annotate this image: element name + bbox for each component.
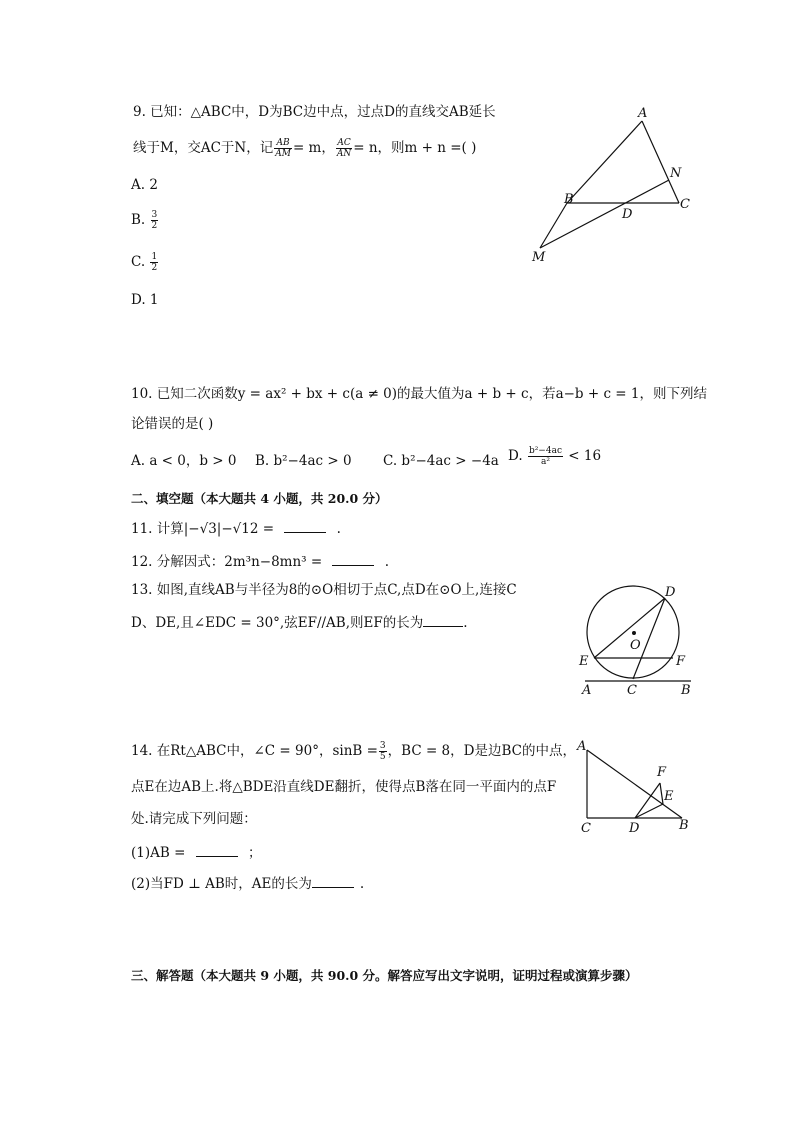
q13-answer-blank[interactable]	[423, 612, 463, 627]
q9-optb-num: 3	[151, 210, 158, 220]
q13-line1: 13. 如图,直线AB与半径为8的⊙O相切于点C,点D在⊙O上,连接C	[131, 582, 517, 598]
q13-line2	[131, 612, 468, 632]
q13-tail: .	[463, 615, 468, 631]
q11-text: 11. 计算|−√3|−√12 =	[131, 521, 275, 537]
q9-label-d: D	[622, 207, 633, 222]
q9-label-m: M	[532, 250, 546, 265]
q9-frac2-den: AN	[336, 149, 352, 159]
q14-frac-sinb	[379, 741, 387, 762]
q13-label-f: F	[676, 654, 686, 669]
q10-option-d-frac	[528, 446, 563, 467]
q9-line1: 9. 已知：△ABC中，D为BC边中点，过点D的直线交AB延长	[133, 104, 496, 120]
q10-option-d-tail: < 16	[568, 448, 602, 464]
section-2-heading: 二、填空题（本大题共 4 小题，共 20.0 分）	[131, 491, 388, 506]
q9-triangle-figure	[525, 100, 700, 270]
q9-optb-den: 2	[151, 221, 158, 231]
q9-label-n: N	[670, 166, 682, 181]
q13-center-dot	[632, 631, 636, 635]
q9-frac-ab-am	[274, 138, 292, 159]
section-3-heading: 三、解答题（本大题共 9 小题，共 90.0 分。解答应写出文字说明，证明过程或演算步骤）	[131, 968, 638, 983]
q14-sub1-tail: ；	[248, 845, 262, 861]
q10-option-c: C. b²−4ac > −4a	[383, 453, 499, 469]
q9-frac1-den: AM	[275, 149, 291, 159]
q14-label-b: B	[679, 818, 689, 833]
q14-label-a: A	[577, 739, 587, 754]
q10-line2: 论错误的是( )	[131, 416, 214, 432]
q9-option-c-frac	[150, 252, 158, 273]
q9-option-c-label: C.	[131, 254, 146, 270]
q14-sub2-text: (2)当FD ⊥ AB时，AE的长为	[131, 876, 312, 892]
q9-seg-mn	[540, 180, 669, 248]
q9-option-b-label: B.	[131, 212, 146, 228]
q9-label-a: A	[638, 106, 648, 121]
q9-frac1-num: AB	[274, 138, 292, 149]
q10-option-d	[508, 446, 601, 467]
q10-optd-den: a²	[540, 457, 550, 467]
q9-frac-ac-an	[336, 138, 352, 159]
q12-answer-blank[interactable]	[332, 551, 374, 566]
q9-seg-ab	[567, 121, 642, 203]
q14-line2: 点E在边AB上.将△BDE沿直线DE翻折，使得点B落在同一平面内的点F	[131, 779, 557, 795]
q14-sub2-blank[interactable]	[312, 873, 354, 888]
q10-option-a: A. a < 0，b > 0	[131, 453, 237, 469]
q10-option-b: B. b²−4ac > 0	[255, 453, 352, 469]
q14-label-d: D	[629, 821, 640, 836]
q14-sub1	[131, 842, 262, 862]
q14-seg-df	[635, 783, 660, 818]
q10-option-d-label: D.	[508, 448, 523, 464]
q14-sub1-blank[interactable]	[196, 842, 238, 857]
q14-seg-fe	[660, 783, 663, 804]
q13-label-o: O	[630, 638, 641, 653]
q13-label-e: E	[579, 654, 589, 669]
q9-option-c	[131, 252, 159, 273]
q9-line2	[133, 138, 476, 159]
q11-answer-blank[interactable]	[284, 518, 326, 533]
q14-seg-ab	[587, 750, 682, 818]
q14-line1	[131, 741, 576, 762]
q13-label-d: D	[665, 585, 676, 600]
q9-line2-c: = n，则m + n =( )	[353, 140, 477, 156]
q9-optc-num: 1	[151, 252, 158, 262]
q9-option-d: D. 1	[131, 292, 159, 308]
q14-seg-de	[635, 804, 663, 818]
q14-sub1-text: (1)AB =	[131, 845, 186, 861]
q14-sub2	[131, 873, 364, 893]
q13-line2-text: D、DE,且∠EDC = 30°,弦EF//AB,则EF的长为	[131, 615, 424, 631]
q11-tail: .	[336, 521, 341, 537]
q11-line	[131, 518, 341, 538]
q9-option-a: A. 2	[131, 177, 158, 193]
q10-line1: 10. 已知二次函数y = ax² + bx + c(a ≠ 0)的最大值为a + b + c，若a−b + c = 1，则下列结	[131, 386, 708, 402]
q9-line2-a: 线于M，交AC于N，记	[133, 140, 274, 156]
q14-frac-den: 5	[379, 752, 386, 762]
q12-text: 12. 分解因式：2m³n−8mn³ =	[131, 554, 323, 570]
q9-option-b	[131, 210, 159, 231]
q9-label-b: B	[564, 192, 574, 207]
q13-circle-figure	[573, 578, 698, 700]
q9-option-b-frac	[151, 210, 159, 231]
q12-line	[131, 551, 389, 571]
q14-frac-num: 3	[379, 741, 386, 751]
q14-label-e: E	[664, 789, 674, 804]
q13-label-a: A	[582, 683, 592, 698]
q9-optc-den: 2	[151, 263, 158, 273]
q14-label-c: C	[581, 821, 591, 836]
q9-frac2-num: AC	[337, 138, 351, 148]
q12-tail: .	[384, 554, 390, 570]
q13-label-c: C	[627, 683, 637, 698]
q14-line3: 处.请完成下列问题：	[131, 811, 257, 827]
q14-triangle-figure	[572, 735, 702, 840]
q9-line2-b: = m，	[292, 140, 335, 156]
q9-label-c: C	[680, 197, 690, 212]
q14-line1-b: ，BC = 8，D是边BC的中点，	[387, 743, 576, 759]
q13-label-b: B	[681, 683, 691, 698]
q14-sub2-tail: .	[359, 876, 365, 892]
q14-label-f: F	[657, 765, 667, 780]
q14-line1-a: 14. 在Rt△ABC中，∠C = 90°，sinB =	[131, 743, 378, 759]
q10-optd-num: b²−4ac	[528, 446, 562, 456]
